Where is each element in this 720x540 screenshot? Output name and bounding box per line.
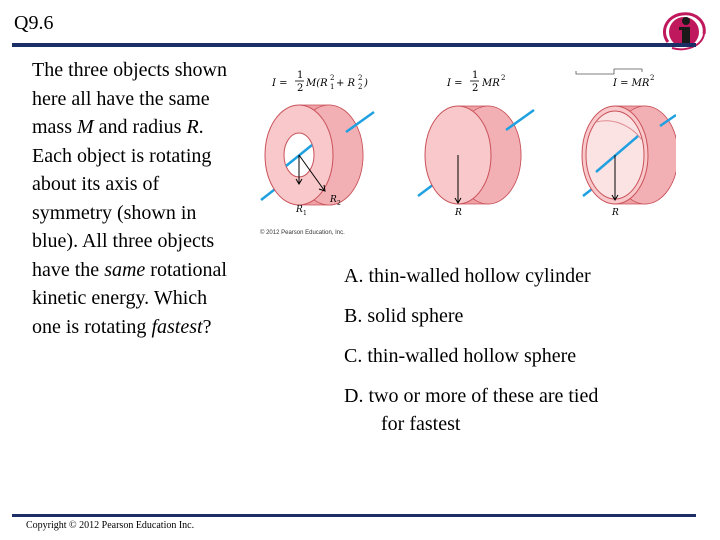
svg-text:I =: I = (272, 78, 288, 89)
equation-hollow-sphere (576, 69, 654, 89)
figure-credit: © 2012 Pearson Education, Inc. (260, 230, 345, 236)
svg-text:R: R (330, 195, 337, 205)
footer-divider (12, 514, 696, 517)
svg-text:2: 2 (650, 74, 655, 82)
hollow-cylinder-drawing (261, 105, 374, 217)
svg-text:1: 1 (472, 70, 479, 81)
equation-hollow-cylinder (271, 70, 368, 94)
thin-hollow-object-drawing (582, 106, 676, 218)
svg-text:2: 2 (358, 74, 363, 82)
svg-text:2: 2 (501, 74, 506, 82)
copyright-notice: Copyright © 2012 Pearson Education Inc. (26, 520, 195, 531)
slide-number: Q9.6 (14, 12, 54, 34)
answer-a[interactable]: A. thin-walled hollow cylinder (344, 265, 591, 287)
svg-text:2: 2 (297, 83, 304, 94)
equation-solid-sphere (446, 70, 505, 94)
solid-object-drawing (418, 106, 534, 218)
svg-text:1: 1 (297, 70, 304, 81)
svg-text:R: R (455, 208, 462, 218)
information-logo-icon (658, 8, 710, 54)
answer-c[interactable]: C. thin-walled hollow sphere (344, 345, 577, 367)
question-text: The three objects shown here all have the same mass M and radius R. Each object is rotating about its axis of symmetry (shown in blue). All three objects have the same rotational kinetic energy. Which one is rotating fastest? (32, 59, 227, 338)
svg-text:I = MR: I = MR (613, 78, 650, 89)
answer-d[interactable]: D. two or more of these are tied for fastest (344, 385, 599, 435)
svg-text:): ) (364, 78, 368, 89)
svg-text:I =: I = (447, 78, 463, 89)
title-divider (12, 43, 696, 47)
svg-text:+ R: + R (336, 78, 356, 89)
svg-text:2: 2 (358, 83, 363, 91)
svg-text:1: 1 (303, 210, 307, 217)
svg-text:M(R: M(R (306, 78, 328, 89)
answer-choices (344, 262, 684, 450)
svg-text:1: 1 (330, 83, 335, 91)
rotating-objects-figure (256, 60, 676, 240)
svg-text:R: R (612, 208, 619, 218)
answer-b[interactable]: B. solid sphere (344, 305, 464, 327)
svg-text:MR: MR (482, 78, 500, 89)
svg-text:R: R (296, 205, 303, 215)
svg-text:2: 2 (472, 83, 479, 94)
svg-text:2: 2 (337, 200, 341, 207)
svg-text:2: 2 (330, 74, 335, 82)
